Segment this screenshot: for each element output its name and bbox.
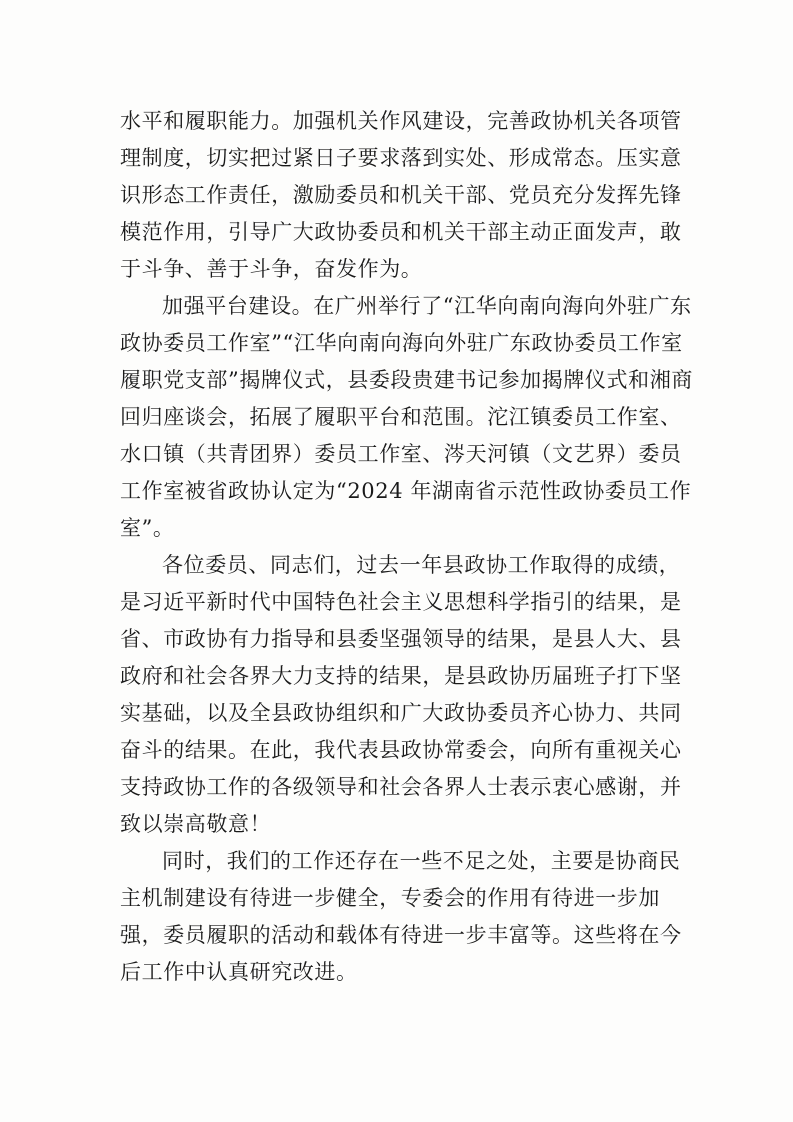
text-line: 各位委员、同志们，过去一年县政协工作取得的成绩， bbox=[162, 553, 681, 577]
text-line: 识形态工作责任，激励委员和机关干部、党员充分发挥先锋 bbox=[120, 183, 682, 207]
text-line: 政府和社会各界大力支持的结果，是县政协历届班子打下坚 bbox=[120, 664, 682, 688]
text-line: 室”。 bbox=[120, 516, 175, 540]
text-line: 政协委员工作室”“江华向南向海向外驻广东政协委员工作室 bbox=[120, 331, 683, 355]
text-line: 理制度，切实把过紧日子要求落到实处、形成常态。压实意 bbox=[120, 146, 682, 170]
text-line: 实基础，以及全县政协组织和广大政协委员齐心协力、共同 bbox=[120, 701, 682, 725]
text-line: 强，委员履职的活动和载体有待进一步丰富等。这些将在今 bbox=[120, 923, 682, 947]
text-line: 主机制建设有待进一步健全，专委会的作用有待进一步加 bbox=[120, 886, 660, 910]
paragraph-shortcomings bbox=[120, 843, 680, 991]
text-line: 省、市政协有力指导和县委坚强领导的结果，是县人大、县 bbox=[120, 627, 682, 651]
text-line: 于斗争、善于斗争，奋发作为。 bbox=[120, 257, 423, 281]
text-line: 工作室被省政协认定为“2024 年湖南省示范性政协委员工作 bbox=[120, 479, 692, 503]
text-line: 水口镇（共青团界）委员工作室、涔天河镇（文艺界）委员 bbox=[120, 442, 682, 466]
text-line: 致以崇高敬意！ bbox=[120, 812, 272, 836]
text-line: 模范作用，引导广大政协委员和机关干部主动正面发声，敢 bbox=[120, 220, 682, 244]
text-line: 回归座谈会，拓展了履职平台和范围。沱江镇委员工作室、 bbox=[120, 405, 682, 429]
text-line: 支持政协工作的各级领导和社会各界人士表示衷心感谢，并 bbox=[120, 775, 682, 799]
document-body bbox=[120, 103, 693, 991]
text-line: 履职党支部”揭牌仪式，县委段贵建书记参加揭牌仪式和湘商 bbox=[120, 368, 693, 392]
text-line: 同时，我们的工作还存在一些不足之处，主要是协商民 bbox=[162, 849, 681, 873]
text-line: 是习近平新时代中国特色社会主义思想科学指引的结果，是 bbox=[120, 590, 682, 614]
text-line: 奋斗的结果。在此，我代表县政协常委会，向所有重视关心 bbox=[120, 738, 682, 762]
text-line: 水平和履职能力。加强机关作风建设，完善政协机关各项管 bbox=[120, 109, 682, 133]
paragraph-platform-building bbox=[120, 288, 693, 547]
text-line: 后工作中认真研究改进。 bbox=[120, 960, 358, 984]
paragraph-work-style bbox=[120, 103, 680, 288]
text-line: 加强平台建设。在广州举行了“江华向南向海向外驻广东 bbox=[162, 294, 692, 318]
paragraph-achievements-thanks bbox=[120, 547, 680, 843]
